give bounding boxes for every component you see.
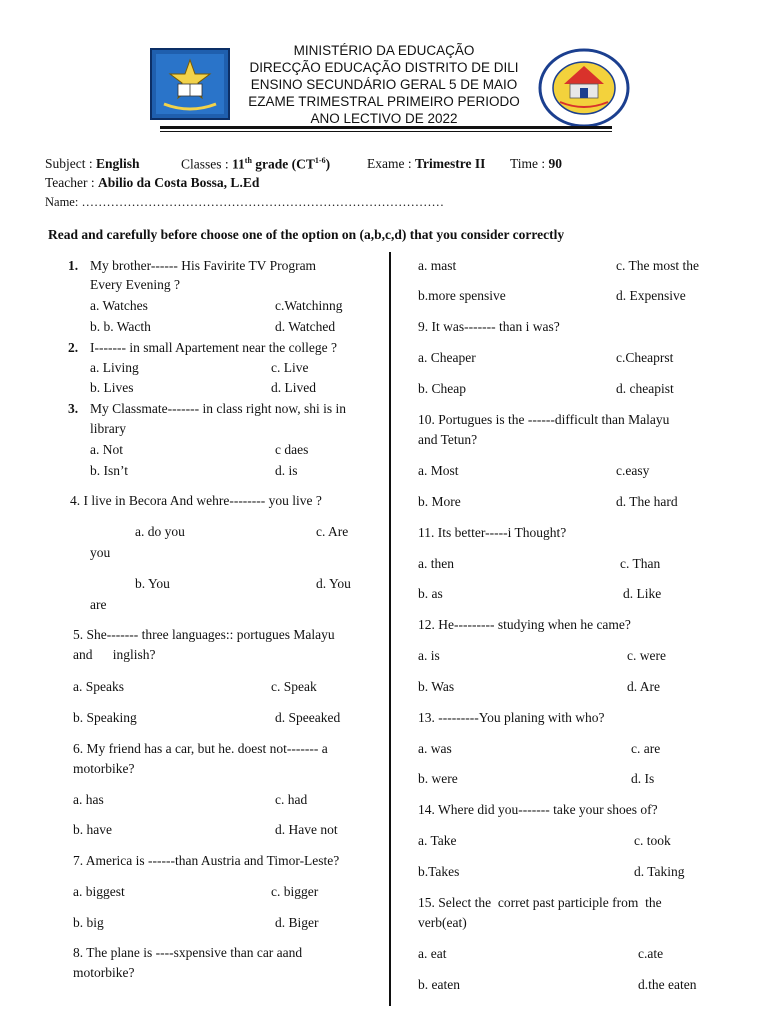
q14-option-a: a. Take — [418, 833, 457, 848]
teacher-label: Teacher : — [45, 175, 95, 190]
q7-option-a: a. biggest — [73, 884, 125, 899]
question-6-cont: motorbike? — [73, 761, 135, 776]
question-3-cont: library — [90, 421, 126, 436]
q15-option-b: b. eaten — [418, 977, 460, 992]
q14-option-b: b.Takes — [418, 864, 460, 879]
question-1 — [68, 256, 316, 276]
q4-option-b: b. You — [135, 576, 170, 591]
q15-option-d: d.the eaten — [638, 977, 697, 992]
question-2 — [68, 338, 337, 358]
subject-line — [45, 156, 140, 172]
header-line-exam: EZAME TRIMESTRAL PRIMEIRO PERIODO — [248, 94, 520, 109]
q8-option-b: b.more spensive — [418, 288, 506, 303]
q10-option-c: c.easy — [616, 463, 650, 478]
question-text: I------- in small Apartement near the college ? — [90, 340, 338, 355]
q5-option-d: d. Speeaked — [275, 710, 341, 725]
q7-option-b: b. big — [73, 915, 104, 930]
question-11: 11. Its better-----i Thought? — [418, 525, 567, 540]
question-number: 3. — [68, 401, 79, 416]
q8-option-c: c. The most the — [616, 258, 699, 273]
q15-option-c: c.ate — [638, 946, 664, 961]
q9-option-a: a. Cheaper — [418, 350, 476, 365]
header-line-school: ENSINO SECUNDÁRIO GERAL 5 DE MAIO — [250, 77, 518, 92]
q1-option-a: a. Watches — [90, 298, 148, 313]
question-9: 9. It was------- than i was? — [418, 319, 560, 334]
q2-option-b: b. Lives — [90, 380, 134, 395]
question-7: 7. America is ------than Austria and Timor-Leste? — [73, 853, 340, 868]
question-10: 10. Portugues is the ------difficult than Malayu — [418, 412, 670, 427]
question-13: 13. ---------You planing with who? — [418, 710, 605, 725]
question-8: 8. The plane is ----sxpensive than car aand — [73, 945, 303, 960]
question-text: My brother------ His Favirite TV Program — [90, 258, 317, 273]
q10-option-a: a. Most — [418, 463, 459, 478]
exame-line — [367, 156, 485, 172]
q11-option-b: b. as — [418, 586, 443, 601]
question-10-cont: and Tetun? — [418, 432, 478, 447]
q11-option-a: a. then — [418, 556, 454, 571]
teacher-line — [45, 175, 259, 191]
header-rule-thick — [160, 126, 612, 129]
exame-label: Exame : — [367, 156, 412, 171]
q8-option-d: d. Expensive — [616, 288, 686, 303]
q9-option-d: d. cheapist — [616, 381, 674, 396]
q11-option-c: c. Than — [620, 556, 661, 571]
question-number: 1. — [68, 258, 79, 273]
exame-value: Trimestre II — [414, 156, 486, 171]
classes-label: Classes : — [181, 156, 229, 172]
q3-option-d: d. is — [275, 463, 298, 478]
q4-option-c-cont: you — [90, 545, 111, 560]
q2-option-c: c. Live — [271, 360, 309, 375]
q5-option-b: b. Speaking — [73, 710, 137, 725]
q13-option-d: d. Is — [631, 771, 655, 786]
teacher-value: Abilio da Costa Bossa, L.Ed — [98, 175, 260, 190]
time-line — [510, 156, 562, 172]
q14-option-c: c. took — [634, 833, 671, 848]
question-text: My Classmate------- in class right now, shi is in — [90, 401, 346, 416]
question-14: 14. Where did you------- take your shoes of? — [418, 802, 658, 817]
classes-grade-sup: th — [244, 156, 252, 165]
q9-option-b: b. Cheap — [418, 381, 466, 396]
q3-option-c: c daes — [275, 442, 309, 457]
question-5: 5. She------- three languages:: portugues Malayu — [73, 627, 335, 642]
instruction-text: Read and carefully before choose one of the option on (a,b,c,d) that you consider correctly — [48, 227, 565, 242]
subject-value: English — [96, 156, 140, 171]
school-seal-logo — [538, 48, 630, 128]
q7-option-c: c. bigger — [271, 884, 319, 899]
q5-option-a: a. Speaks — [73, 679, 124, 694]
classes-grade: 11 — [232, 156, 245, 172]
classes-close: ) — [325, 156, 331, 172]
question-6: 6. My friend has a car, but he. doest not------- a — [73, 741, 328, 756]
q1-option-c: c.Watchinng — [275, 298, 343, 313]
classes-grade-word: grade (CT — [255, 156, 315, 172]
header-line-ministry: MINISTÉRIO DA EDUCAÇÃO — [293, 43, 475, 58]
time-label: Time : — [510, 156, 546, 171]
q13-option-c: c. are — [631, 741, 661, 756]
column-divider — [389, 252, 391, 1006]
q4-option-d-cont: are — [90, 597, 107, 612]
q3-option-a: a. Not — [90, 442, 123, 457]
q2-option-a: a. Living — [90, 360, 139, 375]
q8-option-a: a. mast — [418, 258, 457, 273]
subject-label: Subject : — [45, 156, 93, 171]
q6-option-b: b. have — [73, 822, 112, 837]
q11-option-d: d. Like — [623, 586, 662, 601]
question-5-cont: and inglish? — [73, 647, 156, 662]
classes-ct-sup: 1-6 — [314, 156, 326, 165]
q9-option-c: c.Cheaprst — [616, 350, 674, 365]
q12-option-d: d. Are — [627, 679, 660, 694]
q10-option-b: b. More — [418, 494, 461, 509]
header-line-year: ANO LECTIVO DE 2022 — [310, 111, 458, 126]
question-12: 12. He--------- studying when he came? — [418, 617, 631, 632]
q12-option-b: b. Was — [418, 679, 455, 694]
q2-option-d: d. Lived — [271, 380, 316, 395]
q4-option-d: d. You — [316, 576, 351, 591]
q1-option-b: b. b. Wacth — [90, 319, 151, 334]
q5-option-c: c. Speak — [271, 679, 317, 694]
q4-option-a: a. do you — [135, 524, 185, 539]
q1-option-d: d. Watched — [275, 319, 336, 334]
q10-option-d: d. The hard — [616, 494, 678, 509]
question-number: 2. — [68, 340, 79, 355]
question-15-cont: verb(eat) — [418, 915, 467, 930]
header-line-direccao: DIRECÇÃO EDUCAÇÃO DISTRITO DE DILI — [249, 60, 519, 75]
q6-option-a: a. has — [73, 792, 104, 807]
q12-option-c: c. were — [627, 648, 666, 663]
q14-option-d: d. Taking — [634, 864, 685, 879]
q15-option-a: a. eat — [418, 946, 447, 961]
q6-option-d: d. Have not — [275, 822, 338, 837]
q4-option-c: c. Are — [316, 524, 349, 539]
question-8-cont: motorbike? — [73, 965, 135, 980]
time-value: 90 — [548, 156, 563, 171]
question-15: 15. Select the corret past participle from the — [418, 895, 662, 910]
q7-option-d: d. Biger — [275, 915, 319, 930]
name-line: Name: …………………………………………………………………………… — [45, 195, 444, 209]
question-4: 4. I live in Becora And wehre-------- you live ? — [70, 493, 322, 508]
question-1-cont: Every Evening ? — [90, 277, 180, 292]
q6-option-c: c. had — [275, 792, 308, 807]
header-rule-thin — [160, 131, 612, 132]
question-3 — [68, 399, 346, 419]
q13-option-a: a. was — [418, 741, 452, 756]
classes-line — [181, 156, 330, 173]
q3-option-b: b. Isn’t — [90, 463, 129, 478]
q13-option-b: b. were — [418, 771, 458, 786]
q12-option-a: a. is — [418, 648, 440, 663]
